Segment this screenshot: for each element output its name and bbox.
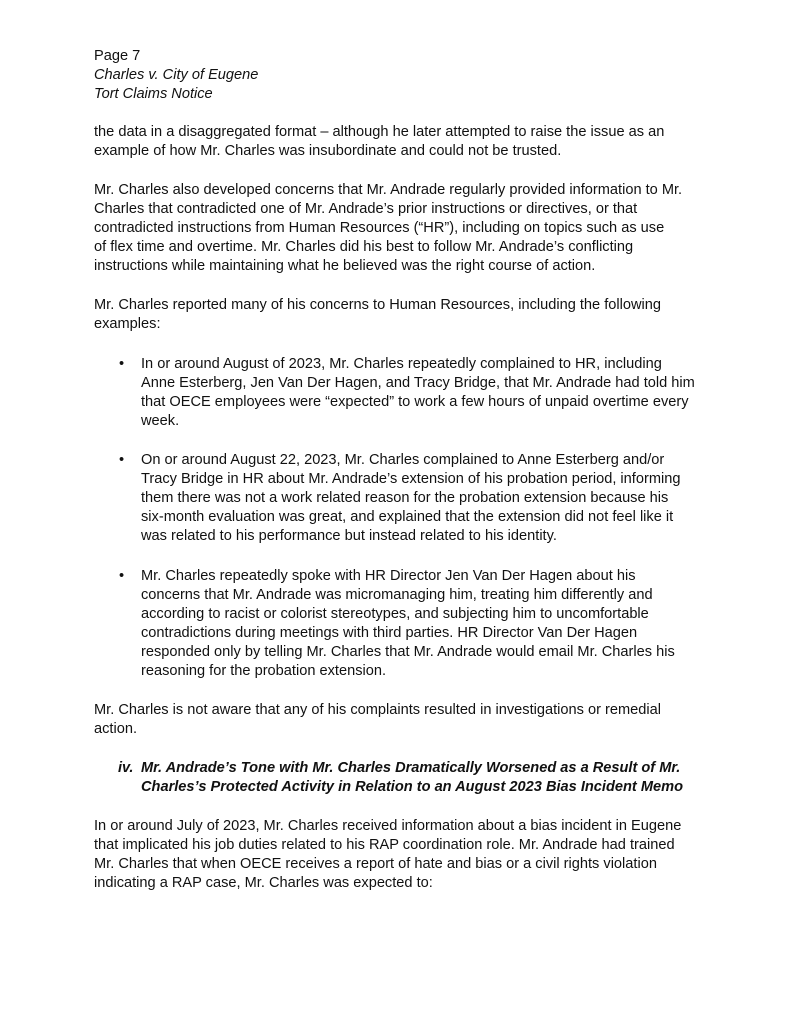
text-line: contradicted instructions from Human Resources (“HR”), including on topics such as use [94, 220, 665, 236]
heading-line: Charles’s Protected Activity in Relation to an August 2023 Bias Incident Memo [141, 779, 683, 795]
text-line: them there was not a work related reason for the probation extension because his [141, 490, 669, 506]
text-line: according to racist or colorist stereotypes, and subjecting him to uncomfortable [141, 606, 649, 622]
text-line: Mr. Charles reported many of his concerns to Human Resources, including the following [94, 297, 661, 313]
bullet-item [119, 355, 695, 431]
bullet-icon: • [119, 568, 125, 584]
text-line: Tracy Bridge in HR about Mr. Andrade’s extension of his probation period, informing [141, 471, 681, 487]
text-line: contradictions during meetings with third parties. HR Director Van Der Hagen [141, 625, 638, 641]
text-line: instructions while maintaining what he believed was the right course of action. [94, 258, 596, 274]
text-line: was related to his performance but instead related to his identity. [141, 528, 557, 544]
text-line: Mr. Charles also developed concerns that Mr. Andrade regularly provided information to Mr. [94, 182, 683, 198]
case-name: Charles v. City of Eugene [94, 67, 259, 83]
text-line: indicating a RAP case, Mr. Charles was expected to: [94, 875, 433, 891]
text-line: examples: [94, 316, 161, 332]
text-line: week. [141, 413, 180, 429]
heading-line: Mr. Andrade’s Tone with Mr. Charles Dramatically Worsened as a Result of Mr. [141, 760, 681, 776]
paragraph [94, 181, 682, 276]
text-line: Mr. Charles is not aware that any of his complaints resulted in investigations or remedial [94, 702, 661, 718]
heading-number: iv. [118, 760, 134, 776]
paragraph [94, 817, 681, 893]
text-line: that OECE employees were “expected” to work a few hours of unpaid overtime every [141, 394, 689, 410]
text-line: Anne Esterberg, Jen Van Der Hagen, and Tracy Bridge, that Mr. Andrade had told him [141, 375, 695, 391]
text-line: reasoning for the probation extension. [141, 663, 387, 679]
section-heading [118, 759, 683, 797]
document-type: Tort Claims Notice [94, 86, 213, 102]
text-line: responded only by telling Mr. Charles that Mr. Andrade would email Mr. Charles his [141, 644, 675, 660]
page-number: Page 7 [94, 48, 141, 64]
text-line: that implicated his job duties related to his RAP coordination role. Mr. Andrade had trained [94, 837, 675, 853]
bullet-item [119, 451, 681, 546]
text-line: six-month evaluation was great, and explained that the extension did not feel like it [141, 509, 674, 525]
text-line: In or around August of 2023, Mr. Charles repeatedly complained to HR, including [141, 356, 662, 372]
text-line: the data in a disaggregated format – although he later attempted to raise the issue as an [94, 124, 665, 140]
text-line: Mr. Charles that when OECE receives a report of hate and bias or a civil rights violation [94, 856, 657, 872]
text-line: example of how Mr. Charles was insubordinate and could not be trusted. [94, 143, 562, 159]
bullet-icon: • [119, 452, 125, 468]
text-line: Charles that contradicted one of Mr. Andrade’s prior instructions or directives, or that [94, 201, 638, 217]
paragraph [94, 296, 661, 334]
text-line: In or around July of 2023, Mr. Charles received information about a bias incident in Eugene [94, 818, 682, 834]
bullet-icon: • [119, 356, 125, 372]
text-line: concerns that Mr. Andrade was micromanaging him, treating him differently and [141, 587, 653, 603]
bullet-item [119, 567, 675, 681]
text-line: Mr. Charles repeatedly spoke with HR Director Jen Van Der Hagen about his [141, 568, 636, 584]
page-header [94, 47, 258, 104]
text-line: of flex time and overtime. Mr. Charles did his best to follow Mr. Andrade’s conflicting [94, 239, 634, 255]
paragraph [94, 123, 664, 161]
text-line: action. [94, 721, 137, 737]
text-line: On or around August 22, 2023, Mr. Charles complained to Anne Esterberg and/or [141, 452, 665, 468]
paragraph [94, 701, 661, 739]
